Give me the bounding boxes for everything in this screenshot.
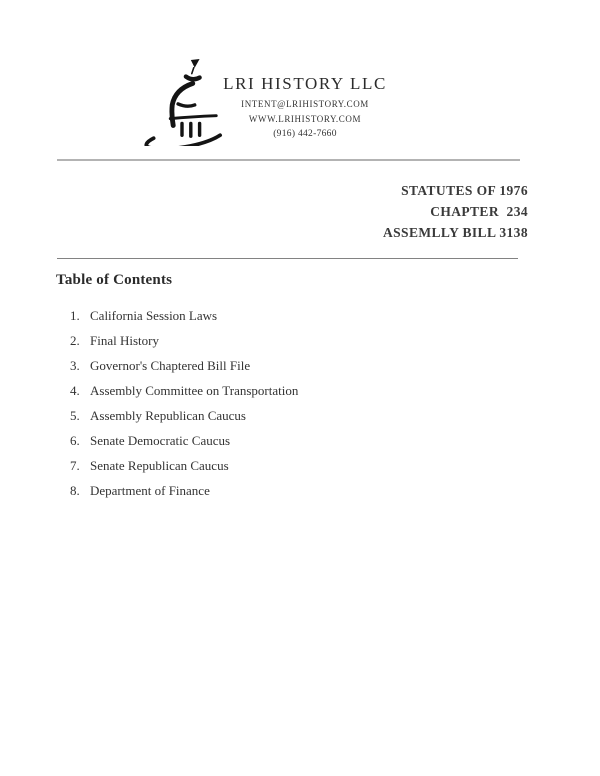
- company-email: INTENT@LRIHISTORY.COM: [241, 99, 369, 109]
- statute-reference: [383, 180, 528, 243]
- toc-item: [70, 303, 298, 328]
- toc-heading: Table of Contents: [56, 272, 173, 288]
- toc-item: [70, 403, 298, 428]
- letterhead: [150, 74, 460, 142]
- toc-item-number: 6.: [70, 433, 80, 448]
- horizontal-rule-bottom: [57, 258, 518, 259]
- toc-item: [70, 353, 298, 378]
- statutes-year-line: STATUTES OF 1976: [401, 183, 528, 198]
- toc-item-label: Department of Finance: [90, 483, 210, 498]
- toc-item: [70, 478, 298, 503]
- toc-list: [70, 303, 298, 503]
- toc-item-label: Assembly Committee on Transportation: [90, 383, 299, 398]
- toc-item-number: 4.: [70, 383, 80, 398]
- toc-item: [70, 378, 298, 403]
- toc-item: [70, 428, 298, 453]
- toc-item-number: 2.: [70, 333, 80, 348]
- toc-item-number: 7.: [70, 458, 80, 473]
- toc-item-label: Final History: [90, 333, 159, 348]
- toc-item-label: Assembly Republican Caucus: [90, 408, 246, 423]
- chapter-line: CHAPTER 234: [430, 204, 528, 219]
- toc-item-label: California Session Laws: [90, 308, 218, 323]
- toc-item-label: Senate Republican Caucus: [90, 458, 229, 473]
- logo-flag-shape: [191, 59, 200, 68]
- company-name: LRI HISTORY LLC: [223, 74, 387, 93]
- toc-item-number: 8.: [70, 483, 80, 498]
- toc-item: [70, 328, 298, 353]
- toc-item-number: 3.: [70, 358, 80, 373]
- toc-item-label: Governor's Chaptered Bill File: [90, 358, 251, 373]
- toc-item-number: 5.: [70, 408, 80, 423]
- toc-item-number: 1.: [70, 308, 80, 323]
- horizontal-rule-top: [57, 159, 520, 161]
- company-website: WWW.LRIHISTORY.COM: [248, 114, 362, 124]
- company-phone: (916) 442-7660: [273, 129, 337, 139]
- assembly-bill-line: ASSEMLLY BILL 3138: [382, 225, 528, 240]
- toc-item-label: Senate Democratic Caucus: [90, 433, 231, 448]
- toc-item: [70, 453, 298, 478]
